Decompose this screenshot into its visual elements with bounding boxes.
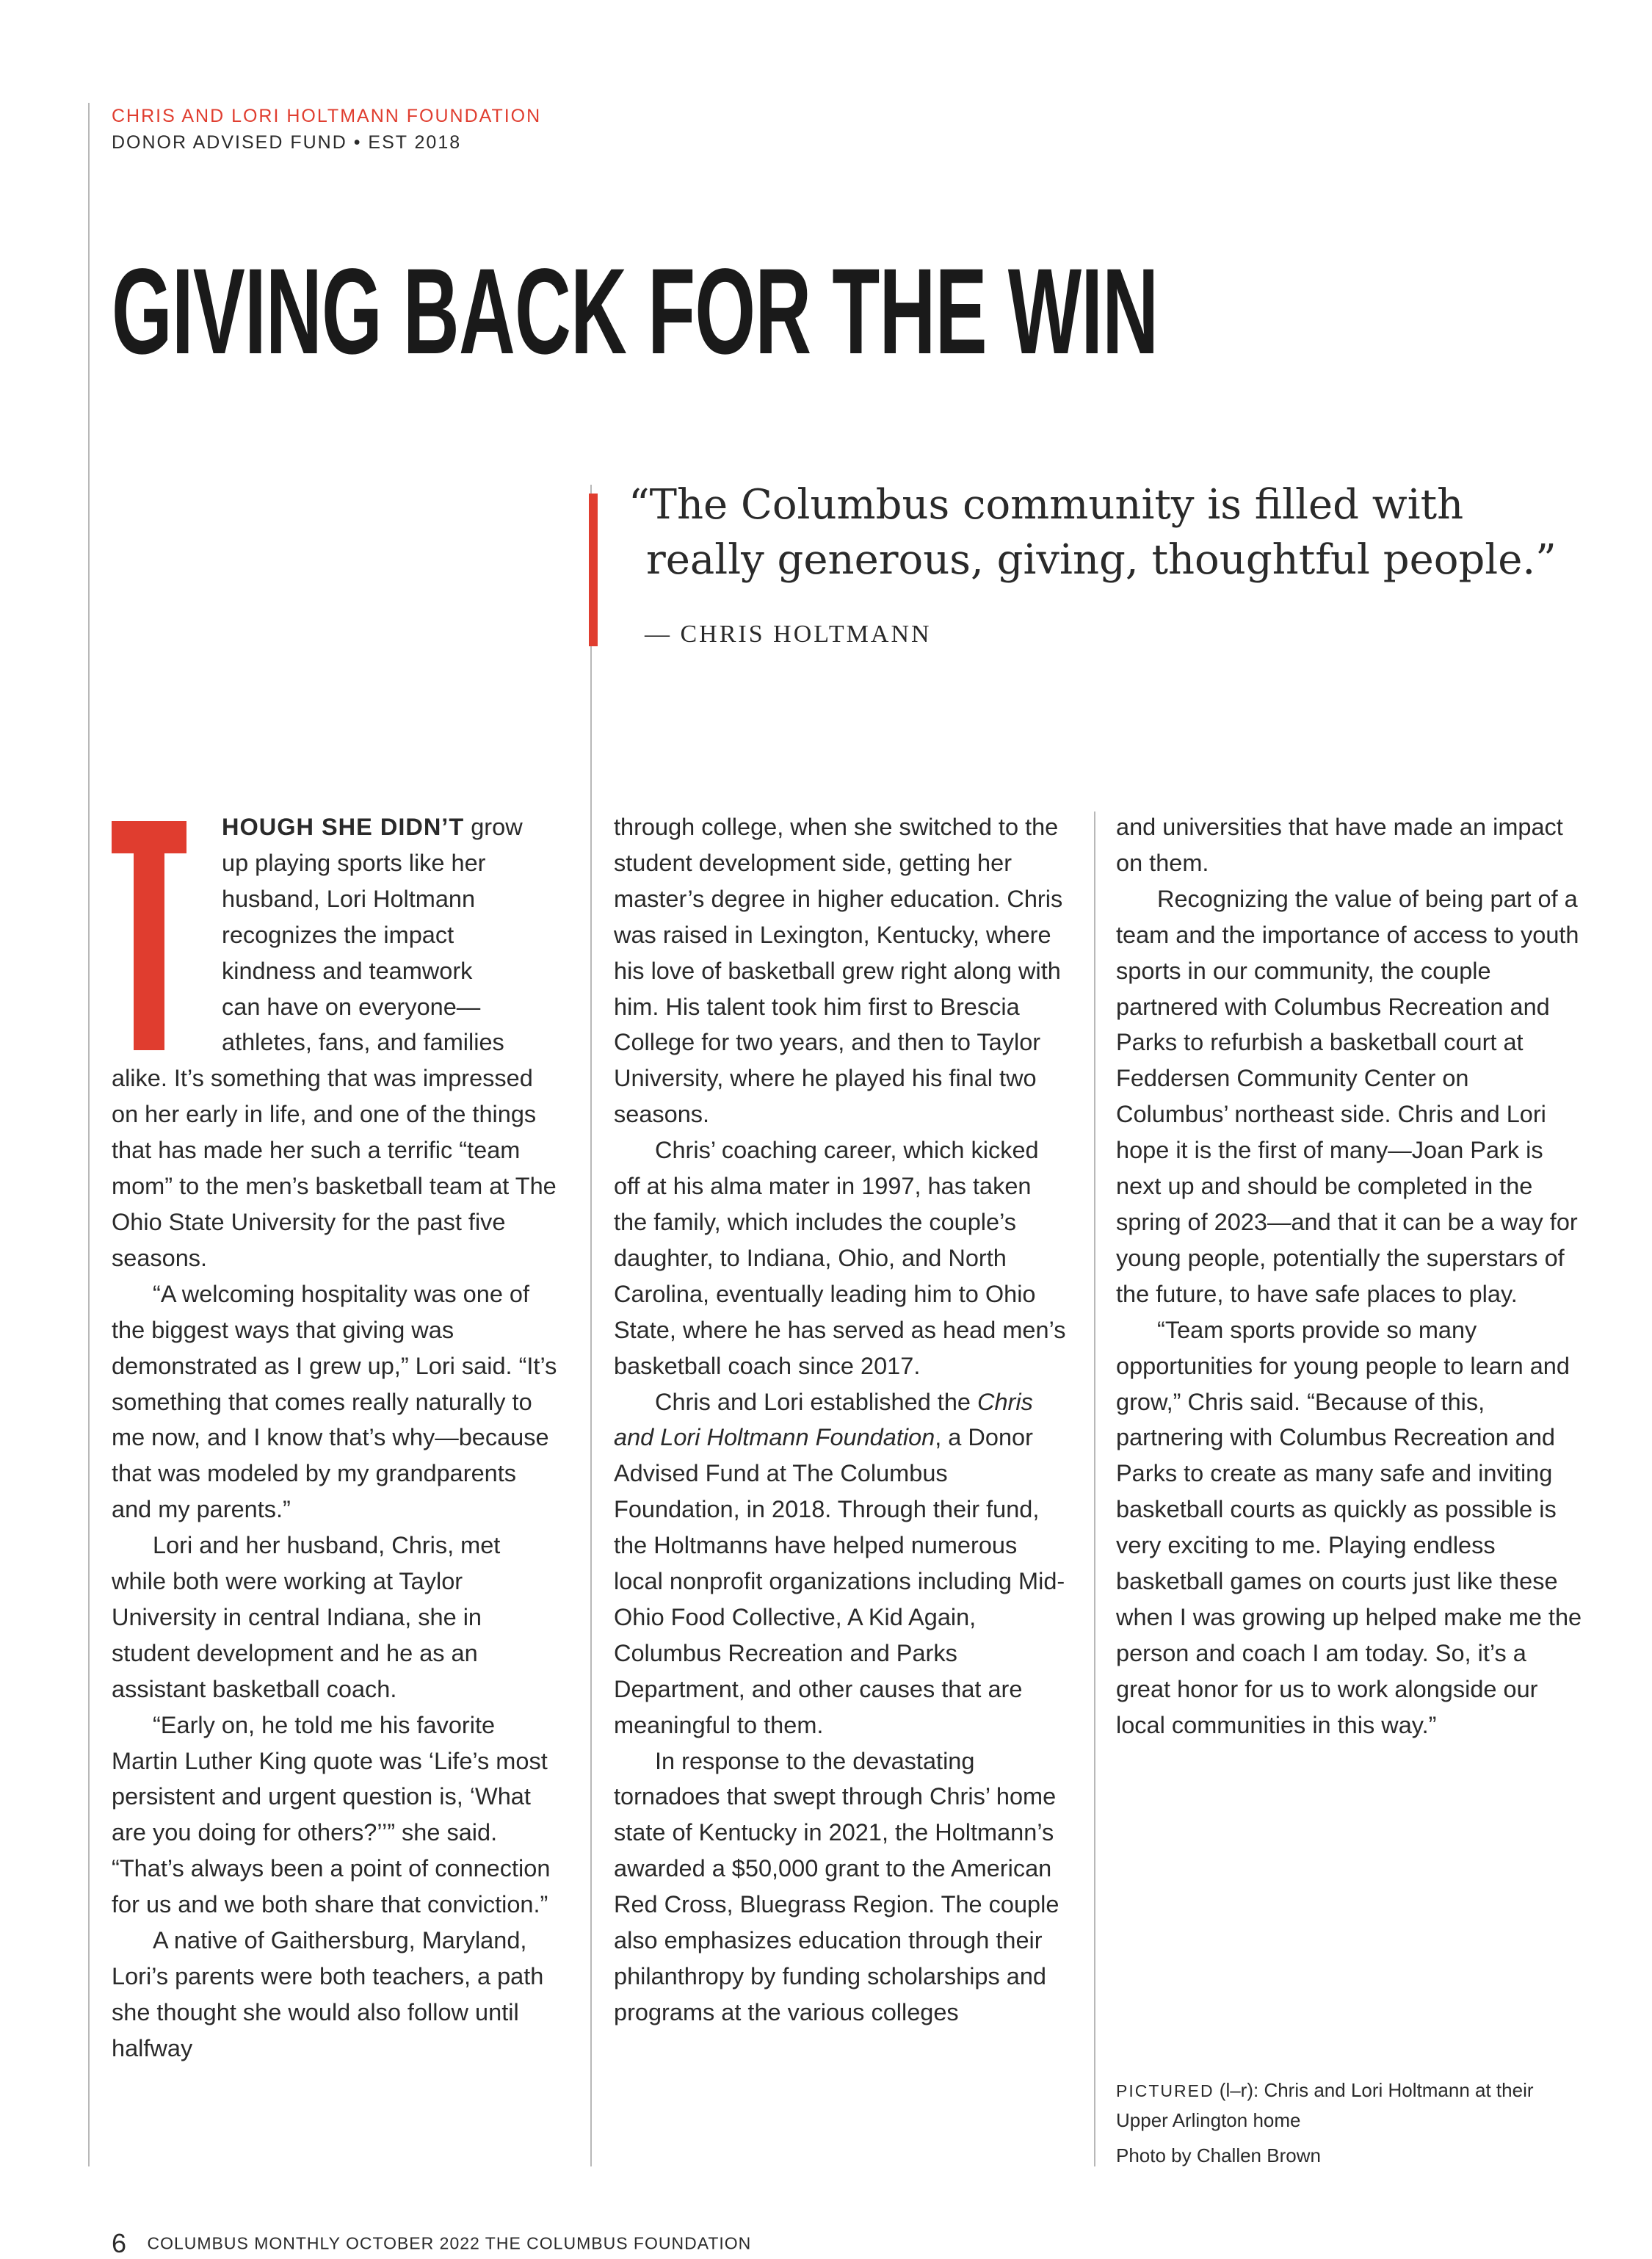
body-line [112,809,559,845]
body-paragraph: Chris’ coaching career, which kicked off at his alma mater in 1997, has taken the family, which includes the couple’s daughter, to Indiana, Ohio, and North Carolina, eventually leading him to Ohio State, where he has served as head men’s basketball coach since 2017. [614,1137,1066,1379]
body-paragraph: and universities that have made an impact on them. [1116,814,1563,876]
body-line: athletes, fans, and families [222,1029,504,1056]
foundation-name: Chris and Lori Holtmann Foundation [614,1388,1033,1451]
body-paragraph: “Early on, he told me his favorite Martin Luther King quote was ‘Life’s most persistent and urgent question is, ‘What are you doing for others?’’” she said. “That’s always been a point of connection for us and we both share that conviction.” [112,1711,551,1918]
photo-credit: Photo by Challen Brown [1116,2144,1321,2166]
pull-quote [628,477,1583,588]
middle-column-rule [590,485,592,2166]
fund-kicker: DONOR ADVISED FUND • EST 2018 [112,132,462,153]
pull-quote-attribution: — CHRIS HOLTMANN [645,621,932,648]
pull-quote-accent-bar [589,494,598,646]
body-paragraph: “A welcoming hospitality was one of the biggest ways that giving was demonstrated as I grew up,” Lori said. “It’s something that comes really naturally to me now, and I know that’s why—because that was modeled by my grandparents and my parents.” [112,1280,557,1523]
body-paragraph: alike. It’s something that was impressed on her early in life, and one of the things that has made her such a terrific “team mom” to the men’s basketball team at The Ohio State University for the past five seasons. [112,1065,557,1271]
body-text: Chris and Lori established the [655,1388,978,1415]
body-line: kindness and teamwork [222,957,473,984]
pull-quote-line-2: really generous, giving, thoughtful people.” [646,536,1557,584]
caption-label: PICTURED [1116,2081,1214,2100]
headline: GIVING BACK FOR THE WIN [112,244,1159,380]
article-column-3 [1116,809,1586,1743]
footer-text: COLUMBUS MONTHLY OCTOBER 2022 THE COLUMBUS FOUNDATION [147,2233,752,2253]
body-paragraph: through college, when she switched to the student development side, getting her master’s degree in higher education. Chris was raised in Lexington, Kentucky, where his love of basketball grew right along with him. His talent took him first to Brescia College for two years, and then to Taylor University, where he played his final two seasons. [614,814,1063,1128]
left-column-rule [88,103,90,2166]
body-paragraph: Recognizing the value of being part of a team and the importance of access to youth sports in our community, the couple partnered with Columbus Recreation and Parks to refurbish a basketball court at Feddersen Community Center on Columbus’ northeast side. Chris and Lori hope it is the first of many—Joan Park is next up and should be completed in the spring of 2023—and that it can be a way for young people, potentially the superstars of the future, to have safe places to play. [1116,885,1579,1307]
photo-caption [1116,2075,1586,2135]
body-paragraph: A native of Gaithersburg, Maryland, Lori’s parents were both teachers, a path she thought she would also follow until halfway [112,1927,544,2061]
body-text: grow [464,814,523,840]
body-paragraph [614,1384,1069,1743]
body-paragraph: “Team sports provide so many opportunities for young people to learn and grow,” Chris said. “Because of this, partnering with Columbus Recreation and Parks to create as many safe and inviting basketball courts as quickly as possible is very exciting to me. Playing endless basketball games on courts just like these when I was growing up helped make me the person and coach I am today. So, it’s a great honor for us to work alongside our local communities in this way.” [1116,1316,1582,1738]
foundation-kicker: CHRIS AND LORI HOLTMANN FOUNDATION [112,106,542,126]
page-number: 6 [112,2228,127,2258]
body-paragraph: In response to the devastating tornadoes that swept through Chris’ home state of Kentucky in 2021, the Holtmann’s awarded a $50,000 grant to the American Red Cross, Bluegrass Region. The couple also emphasizes education through their philanthropy by funding scholarships and programs at the various colleges [614,1747,1059,2025]
right-column-rule [1094,812,1095,2166]
page-footer [112,2228,751,2259]
body-line: husband, Lori Holtmann [222,885,476,912]
pull-quote-line-1: “The Columbus community is filled with [628,481,1464,529]
body-paragraph: Lori and her husband, Chris, met while both were working at Taylor University in central Indiana, she in student development and he as an assistant basketball coach. [112,1532,501,1702]
body-line: up playing sports like her [222,849,486,876]
caption-text: (l–r): Chris and Lori Holtmann at their Upper Arlington home [1116,2079,1534,2131]
article-column-2 [614,809,1069,2031]
body-line: recognizes the impact [222,921,454,948]
body-line: can have on everyone— [222,993,481,1020]
body-text: , a Donor Advised Fund at The Columbus Foundation, in 2018. Through their fund, the Holtmanns have helped numerous local nonprofit organizations including Mid-Ohio Food Collective, A Kid Again, Columbus Recreation and Parks Department, and other causes that are meaningful to them. [614,1424,1065,1738]
lead-in: HOUGH SHE DIDN’T [222,814,465,840]
article-column-1 [112,809,559,2067]
